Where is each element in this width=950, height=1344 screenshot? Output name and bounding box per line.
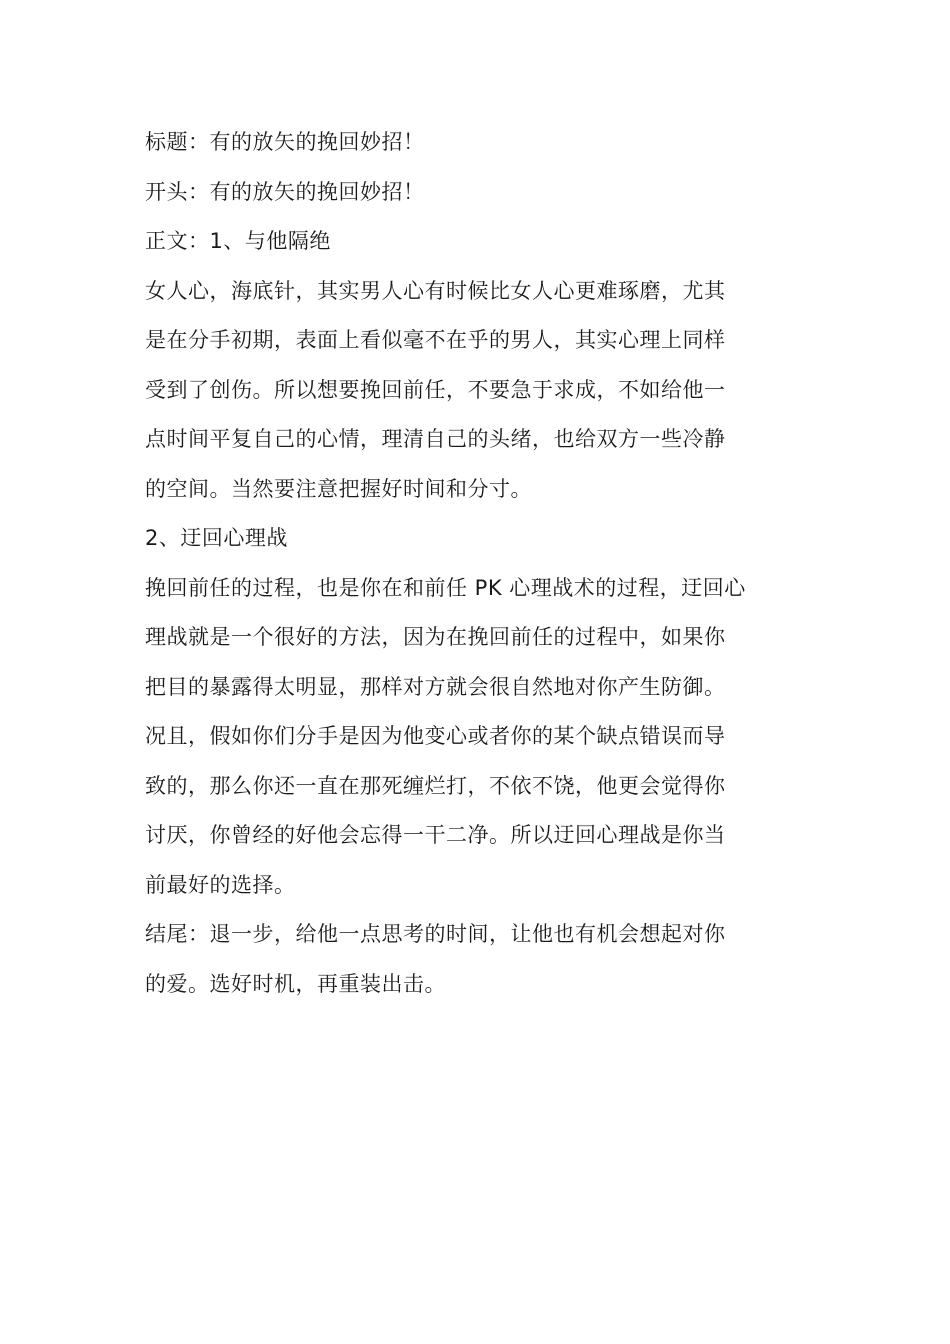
paragraph-line: 女人心，海底针，其实男人心有时候比女人心更难琢磨，尤其 (145, 278, 726, 303)
ending-paragraph (145, 910, 810, 1009)
paragraph-line: 况且，假如你们分手是因为他变心或者你的某个缺点错误而导 (145, 724, 726, 748)
document-content (145, 118, 810, 1009)
paragraph-1 (145, 267, 810, 515)
paragraph-line: 是在分手初期，表面上看似毫不在乎的男人，其实心理上同样 (145, 328, 726, 352)
paragraph-line: 的爱。选好时机，再重装出击。 (145, 971, 446, 996)
body-heading-1: 正文：1、与他隔绝 (145, 229, 331, 253)
paragraph-line: 受到了创伤。所以想要挽回前任，不要急于求成，不如给他一 (145, 377, 726, 402)
title-line: 标题：有的放矢的挽回妙招！ (145, 130, 425, 154)
paragraph-2 (145, 564, 810, 713)
paragraph-line: 讨厌，你曾经的好他会忘得一干二净。所以迂回心理战是你当 (145, 823, 726, 847)
paragraph-3 (145, 712, 810, 910)
paragraph-line: 结尾：退一步，给他一点思考的时间，让他也有机会想起对你 (145, 922, 726, 946)
paragraph-line: 点时间平复自己的心情，理清自己的头绪，也给双方一些冷静 (145, 427, 726, 451)
paragraph-line: 理战就是一个很好的方法，因为在挽回前任的过程中，如果你 (145, 625, 726, 649)
paragraph-line: 的空间。当然要注意把握好时间和分寸。 (145, 476, 532, 501)
heading-2: 2、迂回心理战 (145, 526, 288, 550)
paragraph-line: 挽回前任的过程，也是你在和前任 PK 心理战术的过程，迂回心 (145, 575, 746, 600)
paragraph-line: 前最好的选择。 (145, 872, 296, 897)
paragraph-line: 致的，那么你还一直在那死缠烂打，不依不饶，他更会觉得你 (145, 773, 726, 798)
paragraph-line: 把目的暴露得太明显，那样对方就会很自然地对你产生防御。 (145, 674, 726, 699)
opening-line: 开头：有的放矢的挽回妙招！ (145, 179, 425, 204)
